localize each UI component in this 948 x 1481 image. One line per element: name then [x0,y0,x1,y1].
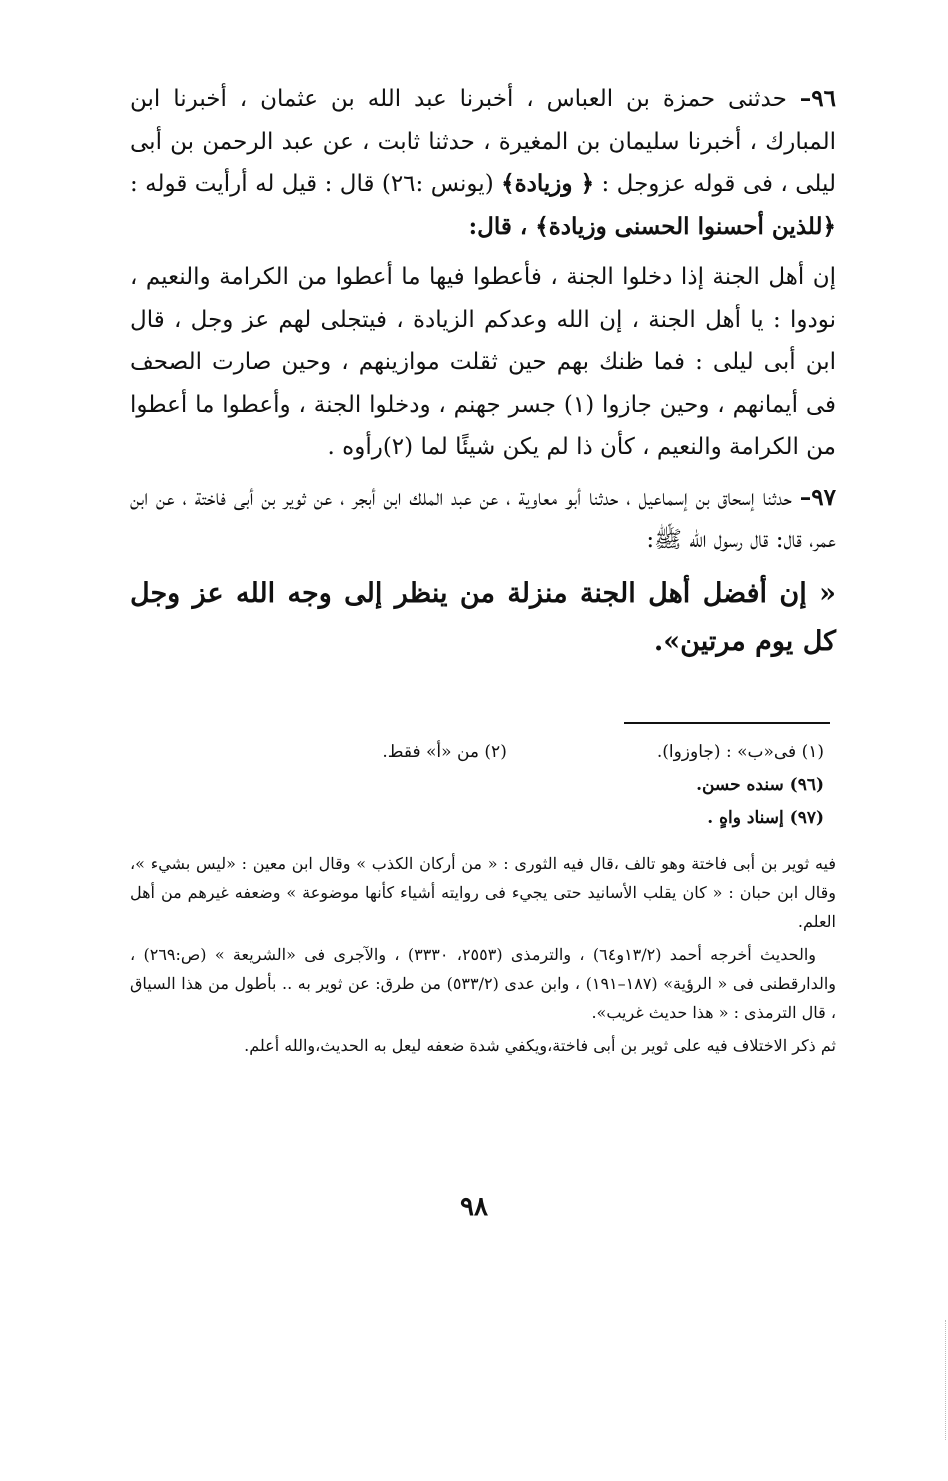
hadith-97-isnad: حدثنا إسحاق بن إسماعيل ، حدثنا أبو معاوية ، عن عبد الملك ابن أبجر ، عن ثوير بن أبى فاختة ، عن ابن عمر، قال: قال رسول الله ﷺ: [130,484,836,553]
footnote-1: (١) فى«ب» : (جاوزوا). [656,742,824,762]
verse-reference: (يونس :٢٦) قال : قيل له أرأيت قوله : [130,171,502,197]
quran-verse-1: ﴿ وزيادة﴾ [501,170,595,197]
hadith-97-paragraph [130,477,836,562]
footnote-2: (٢) من «أ» فقط. [382,742,507,762]
hadith-96-number: ٩٦– [799,85,836,112]
footnote-separator [624,722,830,724]
grade-97: (٩٧) إسناد واهٍ . [707,808,824,828]
page-number: ٩٨ [460,1192,488,1222]
hadith-96-paragraph [130,78,836,248]
commentary-paragraph-3: ثم ذكر الاختلاف فيه على ثوير بن أبى فاختة،ويكفي شدة ضعفه ليعل به الحديث،والله أعلم. [244,1036,836,1055]
commentary-paragraph-1: فيه ثوير بن أبى فاختة وهو تالف ،قال فيه الثورى : « من أركان الكذب » وقال ابن معين : «ليس بشيء »، وقال ابن حبان : « كان يقلب الأسانيد حتى يجيء فى روايته أشياء كأنها موضوعة » وضعفه غيرهم من أهل العلم. [130,854,837,931]
scan-edge-mark [942,1320,946,1440]
footnote-row [130,736,824,769]
commentary-paragraph-2: والحديث أخرجه أحمد (١٣/٢و٦٤) ، والترمذى (٢٥٥٣، ٣٣٣٠) ، والآجرى فى «الشريعة » (ص:٢٦٩) ، والدارقطنى فى « الرؤية» (١٨٧–١٩١) ، وابن عدى (٥٣٣/٢) من طرق: عن ثوير به .. بأطول من هذا السياق ، قال الترمذى : « هذا حديث غريب». [130,945,837,1022]
hadith-97-quote: « إن أفضل أهل الجنة منزلة من ينظر إلى وجه الله عز وجل كل يوم مرتين». [130,577,836,657]
hadith-96-matn: إن أهل الجنة إذا دخلوا الجنة ، فأعطوا فيها ما أعطوا من الكرامة والنعيم ، نودوا : يا أهل الجنة ، إن الله وعدكم الزيادة ، فيتجلى لهم عز وجل ، قال ابن أبى ليلى : فما ظنك بهم حين ثقلت موازينهم ، وحين صارت الصحف فى أيمانهم ، وحين جازوا (١) جسر جهنم ، ودخلوا الجنة ، وأعطوا ما أعطوا من الكرامة والنعيم ، كأن ذا لم يكن شيئًا لما (٢)رأوه . [130,264,836,460]
grade-96: (٩٦) سنده حسن. [696,775,824,795]
footnotes [130,736,836,1060]
main-text [130,78,836,666]
hadith-97-number: ٩٧– [799,483,836,511]
hadith-96-isnad: حدثنى حمزة بن العباس ، أخبرنا عبد الله بن عثمان ، أخبرنا ابن المبارك ، أخبرنا سليمان بن المغيرة ، حدثنا ثابت ، عن عبد الرحمن بن أبى ليلى ، فى قوله عزوجل : [130,86,836,197]
quran-verse-2: ﴿للذين أحسنوا الحسنى وزيادة﴾ ، قال: [468,212,836,240]
